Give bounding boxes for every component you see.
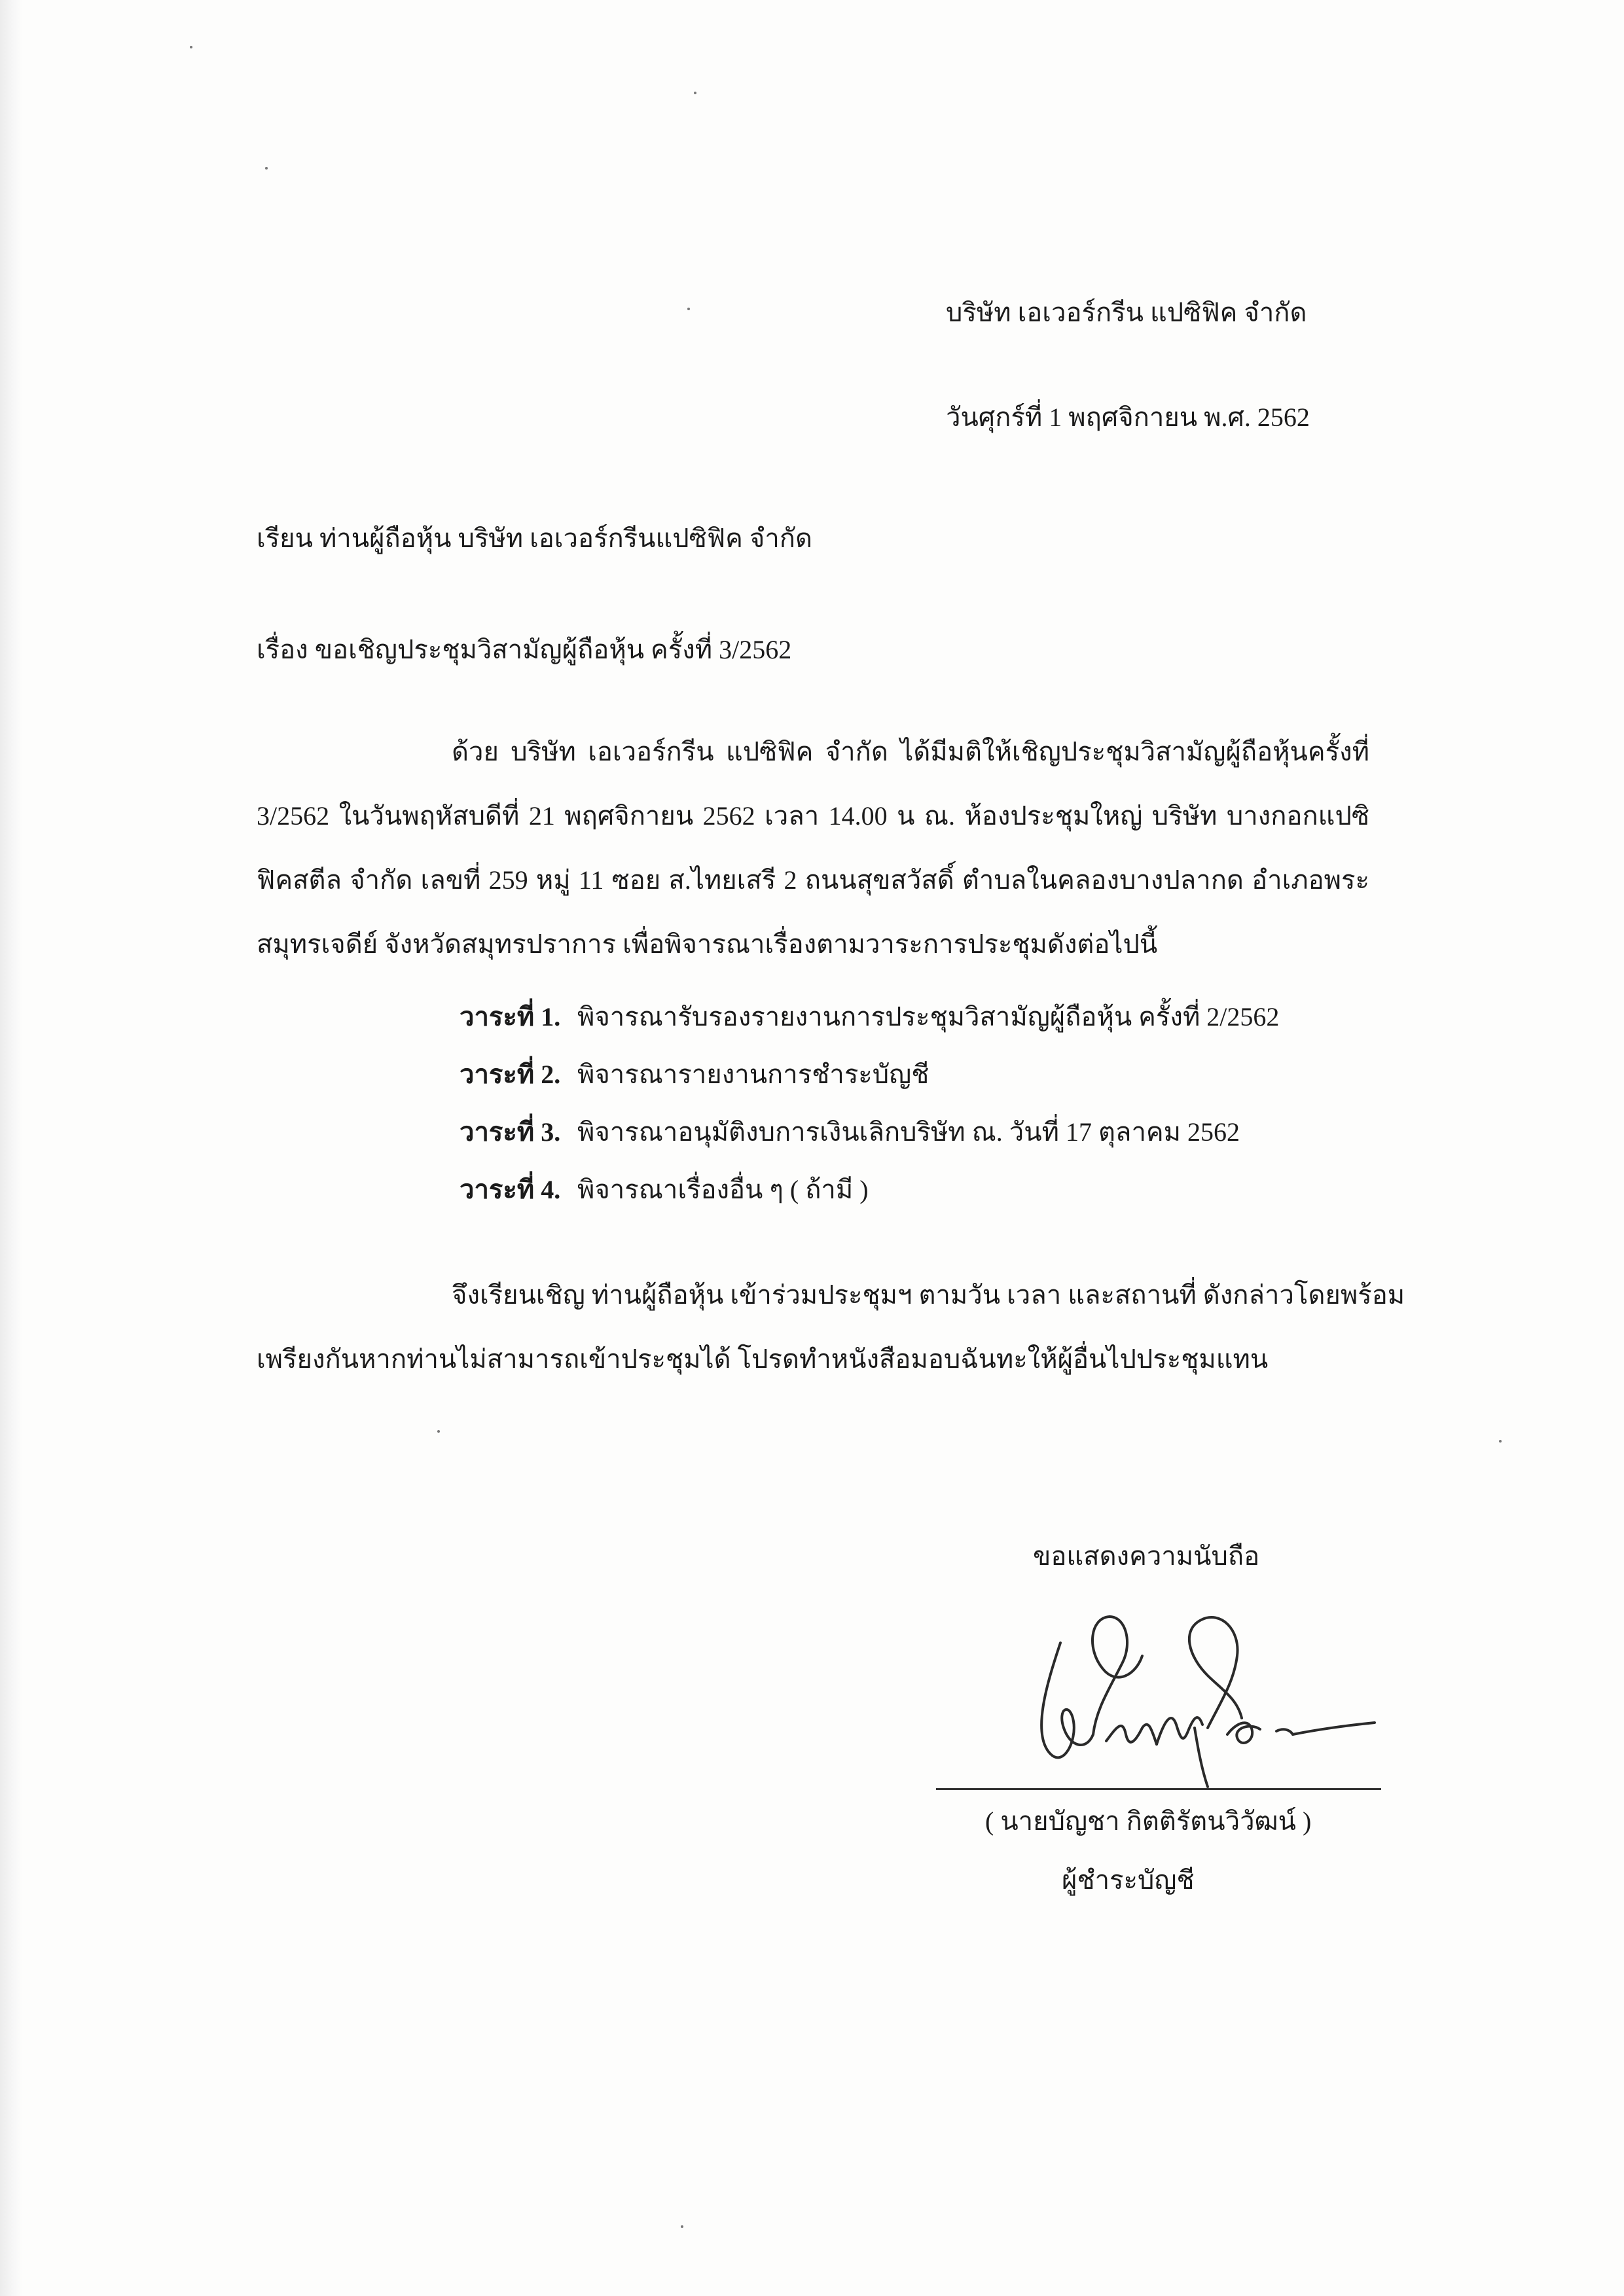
scan-speck	[694, 92, 696, 94]
agenda-list	[460, 988, 1279, 1219]
scan-speck	[437, 1430, 440, 1433]
scan-edge	[0, 0, 22, 2296]
agenda-text: พิจารณาอนุมัติงบการเงินเลิกบริษัท ณ. วันที่ 17 ตุลาคม 2562	[577, 1117, 1240, 1147]
regards-line: ขอแสดงความนับถือ	[1033, 1541, 1260, 1571]
letter-date: วันศุกร์ที่ 1 พฤศจิกายน พ.ศ. 2562	[946, 403, 1310, 432]
scan-speck	[681, 2225, 683, 2228]
recipient-line: เรียน ท่านผู้ถือหุ้น บริษัท เอเวอร์กรีนแปซิฟิค จำกัด	[257, 524, 812, 553]
agenda-item	[460, 988, 1279, 1046]
agenda-item	[460, 1103, 1279, 1161]
agenda-item	[460, 1046, 1279, 1103]
agenda-text: พิจารณารับรองรายงานการประชุมวิสามัญผู้ถือหุ้น ครั้งที่ 2/2562	[577, 1002, 1280, 1031]
scan-speck	[190, 46, 192, 48]
subject-line: เรื่อง ขอเชิญประชุมวิสามัญผู้ถือหุ้น ครั้งที่ 3/2562	[257, 635, 792, 664]
sender-company: บริษัท เอเวอร์กรีน แปซิฟิค จำกัด	[946, 298, 1307, 327]
signature-image	[1011, 1577, 1378, 1793]
closing-paragraph: จึงเรียนเชิญ ท่านผู้ถือหุ้น เข้าร่วมประชุมฯ ตามวัน เวลา และสถานที่ ดังกล่าวโดยพร้อมเพรียงกันหากท่านไม่สามารถเข้าประชุมได้ โปรดทำหนังสือมอบฉันทะให้ผู้อื่นไปประชุมแทน	[257, 1280, 1405, 1374]
agenda-number: วาระที่ 2.	[460, 1060, 561, 1089]
signature-strokes	[1041, 1617, 1375, 1787]
body-paragraph: ด้วย บริษัท เอเวอร์กรีน แปซิฟิค จำกัด ได้มีมติให้เชิญประชุมวิสามัญผู้ถือหุ้นครั้งที่ 3/2562 ในวันพฤหัสบดีที่ 21 พฤศจิกายน 2562 เวลา 14.00 น ณ. ห้องประชุมใหญ่ บริษัท บางกอกแปซิฟิคสตีล จำกัด เลขที่ 259 หมู่ 11 ซอย ส.ไทยเสรี 2 ถนนสุขสวัสดิ์ ตำบลในคลองบางปลากด อำเภอพระสมุทรเจดีย์ จังหวัดสมุทรปราการ เพื่อพิจารณาเรื่องตามวาระการประชุมดังต่อไปนี้	[257, 737, 1369, 959]
scan-speck	[687, 308, 690, 310]
agenda-number: วาระที่ 4.	[460, 1175, 561, 1204]
signer-title: ผู้ชำระบัญชี	[1062, 1865, 1195, 1895]
scan-speck	[1499, 1440, 1502, 1443]
agenda-number: วาระที่ 1.	[460, 1002, 561, 1031]
scan-speck	[265, 167, 268, 170]
signature-line	[936, 1788, 1381, 1790]
agenda-text: พิจารณาเรื่องอื่น ๆ ( ถ้ามี )	[577, 1175, 869, 1204]
signer-name: ( นายบัญชา กิตติรัตนวิวัฒน์ )	[985, 1806, 1312, 1836]
agenda-item	[460, 1161, 1279, 1219]
agenda-number: วาระที่ 3.	[460, 1117, 561, 1147]
agenda-text: พิจารณารายงานการชำระบัญชี	[577, 1060, 929, 1089]
